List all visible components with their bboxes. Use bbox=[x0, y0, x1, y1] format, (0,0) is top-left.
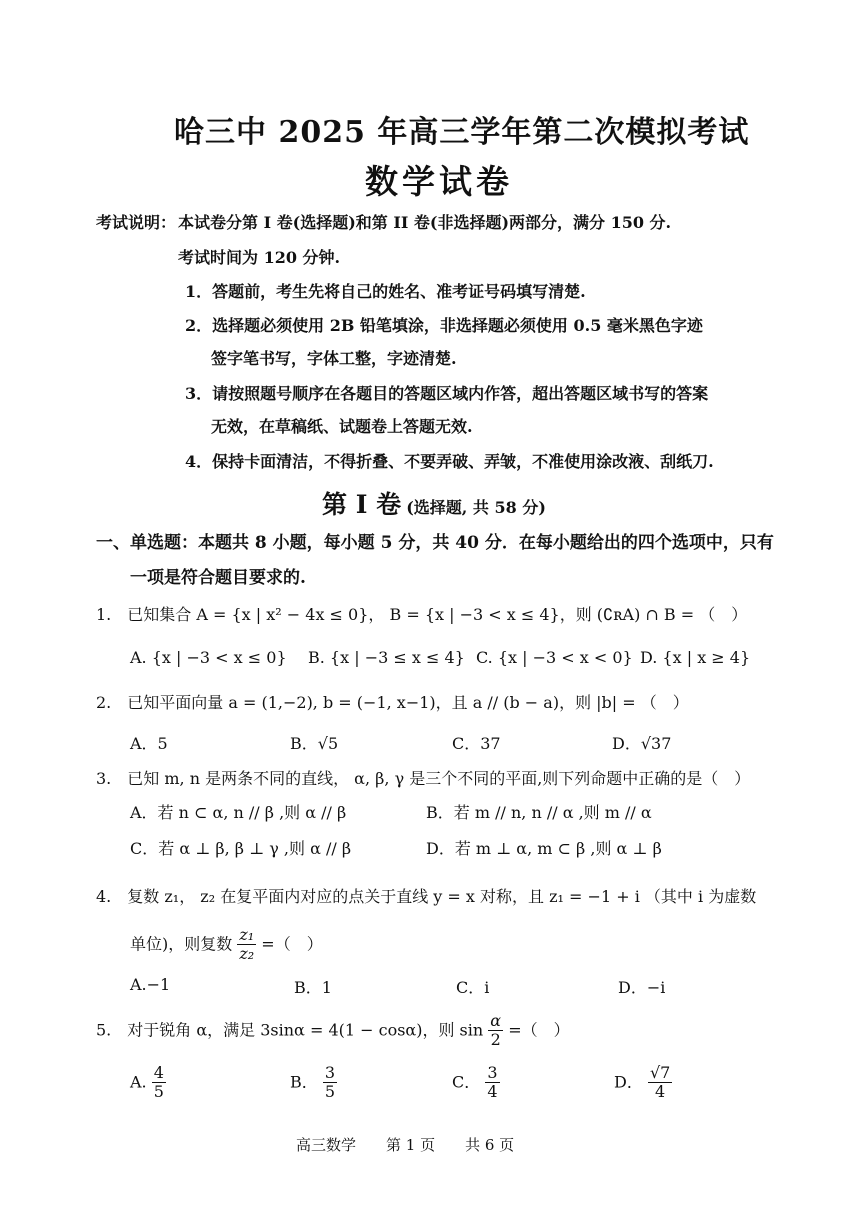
question-5-option-b bbox=[290, 1064, 337, 1102]
question-2-option-d: D．√37 bbox=[612, 734, 672, 753]
question-1-option-a: A. {x | −3 < x ≤ 0} bbox=[130, 648, 287, 667]
question-5-option-c-label: C． bbox=[452, 1072, 481, 1092]
question-5-option-b-label: B． bbox=[290, 1072, 318, 1092]
question-3-option-b: B．若 m // n, n // α ,则 m // α bbox=[426, 803, 652, 822]
question-5-option-a-fraction bbox=[152, 1064, 166, 1102]
section1-line2: 一项是符合题目要求的. bbox=[130, 568, 306, 588]
question-5-stem-tail: =（ ） bbox=[508, 1020, 570, 1040]
question-4-option-b: B．1 bbox=[294, 978, 332, 997]
question-3-option-d: D．若 m ⊥ α, m ⊂ β ,则 α ⊥ β bbox=[426, 839, 662, 858]
exam-subtitle: 数学试卷 bbox=[365, 162, 513, 201]
question-3-option-a: A．若 n ⊂ α, n // β ,则 α // β bbox=[130, 803, 347, 822]
instruction-item-3: 3．请按照题号顺序在各题目的答题区域内作答，超出答题区域书写的答案 bbox=[185, 384, 709, 403]
question-3-stem: 3. 已知 m, n 是两条不同的直线， α, β, γ 是三个不同的平面,则下列命题中正确的是（ ） bbox=[96, 769, 751, 788]
question-2-option-c: C．37 bbox=[452, 734, 501, 753]
question-4-option-a: A.−1 bbox=[130, 975, 171, 994]
instruction-item-2-cont: 签字笔书写，字体工整，字迹清楚. bbox=[211, 349, 457, 368]
question-5-option-b-den: 5 bbox=[324, 1082, 336, 1102]
question-5-option-c bbox=[452, 1064, 500, 1102]
page-footer: 高三数学 第 1 页 共 6 页 bbox=[296, 1136, 515, 1154]
question-2-option-a: A．5 bbox=[130, 734, 168, 753]
question-5-stem-text: 5. 对于锐角 α，满足 3sinα = 4(1 − cosα)，则 sin bbox=[96, 1020, 484, 1040]
question-5-option-d-den: 4 bbox=[655, 1082, 666, 1102]
instructions-line1: 本试卷分第 I 卷(选择题)和第 II 卷(非选择题)两部分，满分 150 分. bbox=[178, 213, 672, 232]
question-4-fraction-den: z₂ bbox=[239, 944, 255, 964]
question-4-option-d: D．−i bbox=[618, 978, 666, 997]
question-5-stem bbox=[96, 1012, 570, 1050]
question-5-option-d bbox=[614, 1064, 672, 1102]
question-5-option-d-fraction bbox=[648, 1064, 672, 1102]
question-5-option-c-fraction bbox=[485, 1064, 499, 1102]
question-1-option-d: D. {x | x ≥ 4} bbox=[640, 648, 751, 667]
question-5-option-a-num: 4 bbox=[153, 1063, 164, 1082]
question-5-fraction bbox=[488, 1012, 503, 1050]
question-2-stem: 2. 已知平面向量 a = (1,−2), b = (−1, x−1)，且 a // (b − a)，则 |b| = （ ） bbox=[96, 693, 689, 712]
question-4-stem-2-text: 单位)，则复数 bbox=[130, 934, 233, 954]
question-5-option-a bbox=[130, 1064, 166, 1102]
question-4-fraction bbox=[237, 926, 256, 964]
part1-heading-note: (选择题, 共 58 分) bbox=[406, 498, 546, 517]
question-5-option-c-den: 4 bbox=[487, 1082, 498, 1102]
section1-line1: 一、单选题：本题共 8 小题，每小题 5 分，共 40 分．在每小题给出的四个选项中，只有 bbox=[96, 533, 774, 553]
question-5-option-d-num: √7 bbox=[649, 1063, 671, 1082]
instruction-item-2: 2．选择题必须使用 2B 铅笔填涂，非选择题必须使用 0.5 毫米黑色字迹 bbox=[185, 316, 703, 335]
question-4-stem-2-tail: =（ ） bbox=[261, 934, 323, 954]
question-5-fraction-num: α bbox=[490, 1011, 502, 1030]
question-5-option-b-num: 3 bbox=[324, 1063, 336, 1082]
question-1-option-b: B. {x | −3 ≤ x ≤ 4} bbox=[308, 648, 465, 667]
question-1-stem: 1. 已知集合 A = {x | x² − 4x ≤ 0}， B = {x | −3 < x ≤ 4}，则 (∁ʀA) ∩ B = （ ） bbox=[96, 605, 748, 624]
question-4-fraction-num: z₁ bbox=[239, 925, 255, 944]
instructions-label: 考试说明： bbox=[96, 213, 177, 232]
instruction-item-3-cont: 无效，在草稿纸、试题卷上答题无效. bbox=[211, 417, 473, 436]
question-4-stem-2 bbox=[130, 926, 323, 964]
part1-heading-text: 第 I 卷 bbox=[322, 490, 402, 519]
question-5-option-a-den: 5 bbox=[153, 1082, 164, 1102]
instruction-item-1: 1．答题前，考生先将自己的姓名、准考证号码填写清楚. bbox=[185, 282, 586, 301]
question-3-option-c: C．若 α ⊥ β, β ⊥ γ ,则 α // β bbox=[130, 839, 352, 858]
question-1-option-c: C. {x | −3 < x < 0} bbox=[476, 648, 633, 667]
question-5-option-a-label: A. bbox=[130, 1072, 147, 1092]
part1-heading bbox=[322, 485, 546, 521]
question-4-stem: 4. 复数 z₁， z₂ 在复平面内对应的点关于直线 y = x 对称，且 z₁ = −1 + i （其中 i 为虚数 bbox=[96, 887, 757, 906]
question-5-option-b-fraction bbox=[323, 1064, 337, 1102]
instructions-line2: 考试时间为 120 分钟. bbox=[178, 248, 341, 267]
question-5-option-d-label: D． bbox=[614, 1072, 643, 1092]
question-4-option-c: C．i bbox=[456, 978, 490, 997]
question-5-option-c-num: 3 bbox=[487, 1063, 498, 1082]
exam-title: 哈三中 2025 年高三学年第二次模拟考试 bbox=[174, 115, 750, 150]
question-2-option-b: B．√5 bbox=[290, 734, 339, 753]
instruction-item-4: 4．保持卡面清洁，不得折叠、不要弄破、弄皱，不准使用涂改液、刮纸刀. bbox=[185, 452, 714, 471]
question-5-fraction-den: 2 bbox=[490, 1030, 501, 1050]
